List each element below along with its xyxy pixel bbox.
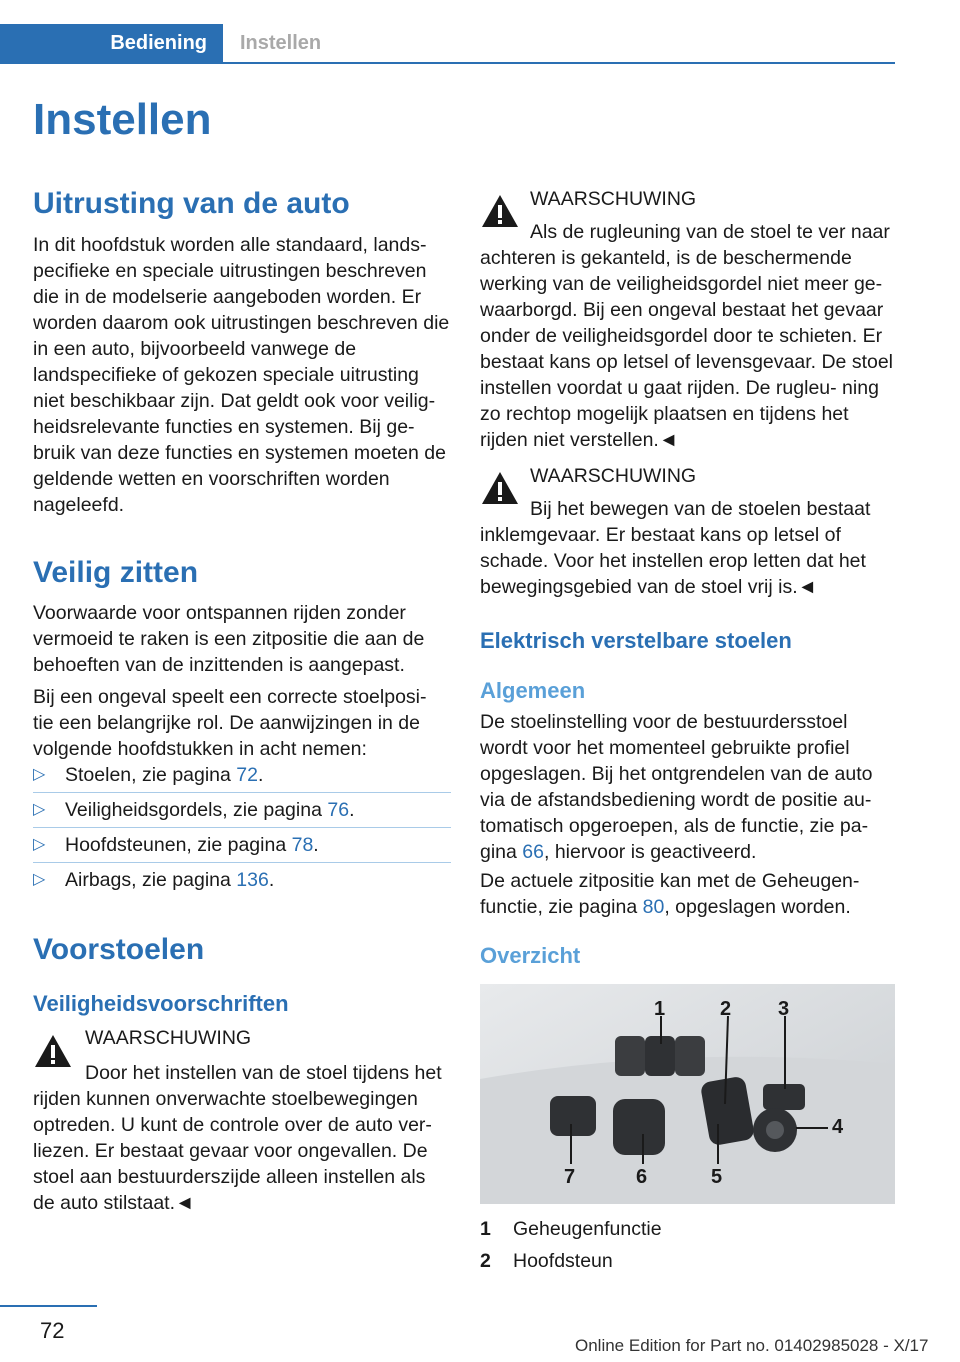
warning-text-first-line: Bij het bewegen van de stoelen bestaat (530, 498, 871, 520)
warning-label: WAARSCHUWING (530, 465, 697, 487)
warning-text-first-line: Als de rugleuning van de stoel te ver naar (530, 221, 890, 243)
warning-text: rijden kunnen onverwachte stoelbewegingen optreden. U kunt de controle over de auto ver- liezen. Er bestaat gevaar voor ongevallen. De stoel aan bestuurderszijde alleen instellen als de auto stilstaat.◄ (33, 1088, 432, 1214)
tab-instellen[interactable]: Instellen (240, 32, 322, 54)
list-item: ▷ Veiligheidsgordels, zie pagina 76. (33, 797, 451, 828)
list-item: ▷ Stoelen, zie pagina 72. (33, 762, 451, 793)
callout-2: 2 (720, 998, 732, 1020)
callout-1: 1 (654, 998, 666, 1020)
bullet-list (33, 762, 451, 901)
subtitle-veiligheidsvoorschriften: Veiligheidsvoorschriften (33, 991, 289, 1016)
section-title-voorstoelen: Voorstoelen (33, 933, 205, 966)
footer-edition: Online Edition for Part no. 01402985028 - X/17 (575, 1336, 929, 1355)
callout-3: 3 (778, 998, 790, 1020)
footer-divider (0, 1305, 97, 1307)
section-title-elektrisch: Elektrisch verstelbare stoelen (480, 628, 792, 653)
callout-4: 4 (832, 1116, 844, 1138)
seat-controls-photo (480, 984, 895, 1204)
page-link[interactable]: 78 (291, 834, 314, 856)
seat-controls-illustration (480, 984, 895, 1204)
page-link[interactable]: 136 (236, 869, 269, 891)
subtitle-overzicht: Overzicht (480, 943, 581, 968)
page-link[interactable]: 66 (522, 841, 544, 863)
page-link[interactable]: 76 (327, 799, 350, 821)
paragraph-zitpositie: De actuele zitpositie kan met de Geheugen- functie, zie pagina 80, opgeslagen worden. (480, 870, 860, 918)
triangle-bullet-icon: ▷ (33, 801, 46, 818)
warning-text: inklemgevaar. Er bestaat kans op letsel of schade. Voor het instellen erop letten dat het bewegingsgebied van de stoel vrij is.◄ (480, 524, 866, 598)
tab-bediening[interactable]: Bediening (0, 24, 223, 62)
list-item: ▷ Hoofdsteunen, zie pagina 78. (33, 832, 451, 863)
header-tabs (0, 24, 895, 64)
triangle-bullet-icon: ▷ (33, 836, 46, 853)
callout-7: 7 (564, 1166, 576, 1188)
list-item: ▷ Airbags, zie pagina 136. (33, 869, 275, 891)
triangle-bullet-icon: ▷ (33, 766, 46, 783)
section-title-uitrusting: Uitrusting van de auto (33, 187, 350, 220)
paragraph-ongeval: Bij een ongeval speelt een correcte stoelposi- tie een belangrijke rol. De aanwijzingen in de volgende hoofdstukken in acht nemen: (33, 686, 427, 760)
triangle-bullet-icon: ▷ (33, 871, 46, 888)
section-text-uitrusting: In dit hoofdstuk worden alle standaard, lands- pecifieke en speciale uitrustingen beschreven die in de modelserie aangeboden worden. Er worden daarom ook uitrustingen beschreven die in een auto, bijvoorbeeld vanwege de landspecifieke of gekozen speciale uitrusting niet beschikbaar zijn. Dat geldt ook voor veilig- heidsrelevante functies en systemen. Bij ge- bruik van deze functies en systemen moeten de geldende wetten en voorschriften worden nageleefd. (33, 234, 450, 516)
warning-label: WAARSCHUWING (530, 188, 697, 210)
warning-triangle-icon (480, 470, 520, 506)
warning-text-first-line: Door het instellen van de stoel tijdens het (85, 1062, 442, 1084)
page-link[interactable]: 72 (236, 764, 258, 786)
callout-6: 6 (636, 1166, 648, 1188)
warning-triangle-icon (33, 1033, 73, 1069)
callout-5: 5 (711, 1166, 723, 1188)
page-title: Instellen (33, 95, 212, 144)
warning-text: achteren is gekanteld, is de beschermende werking van de veiligheidsgordel niet meer ge- waarborgd. Bij een ongeval bestaat het gevaar onder de veiligheidsgordel door te schieten. Er bestaat kans op letsel of levensgevaar. De stoel instellen voordat u gaat rijden. De rugleu- ning zo rechtop mogelijk plaatsen en tijdens het rijden niet verstellen.◄ (480, 247, 894, 451)
section-title-veilig-zitten: Veilig zitten (33, 556, 199, 589)
warning-label: WAARSCHUWING (85, 1027, 252, 1049)
subtitle-algemeen: Algemeen (480, 678, 586, 703)
warning-triangle-icon (480, 193, 520, 229)
page-link[interactable]: 80 (642, 896, 665, 918)
page-number: 72 (40, 1318, 65, 1343)
paragraph-stoelinstelling: De stoelinstelling voor de bestuurdersstoel wordt voor het momenteel gebruikte profiel opgeslagen. Bij het ontgrendelen van de auto via de afstandsbediening wordt de positie au- tomatisch opgeroepen, als de functie, zie pa- gina 66, hiervoor is geactiveerd. (480, 711, 873, 863)
paragraph-voorwaarde: Voorwaarde voor ontspannen rijden zonder vermoeid te raken is een zitpositie die aan de behoeften van de inzittenden is aangepast. (33, 602, 425, 676)
